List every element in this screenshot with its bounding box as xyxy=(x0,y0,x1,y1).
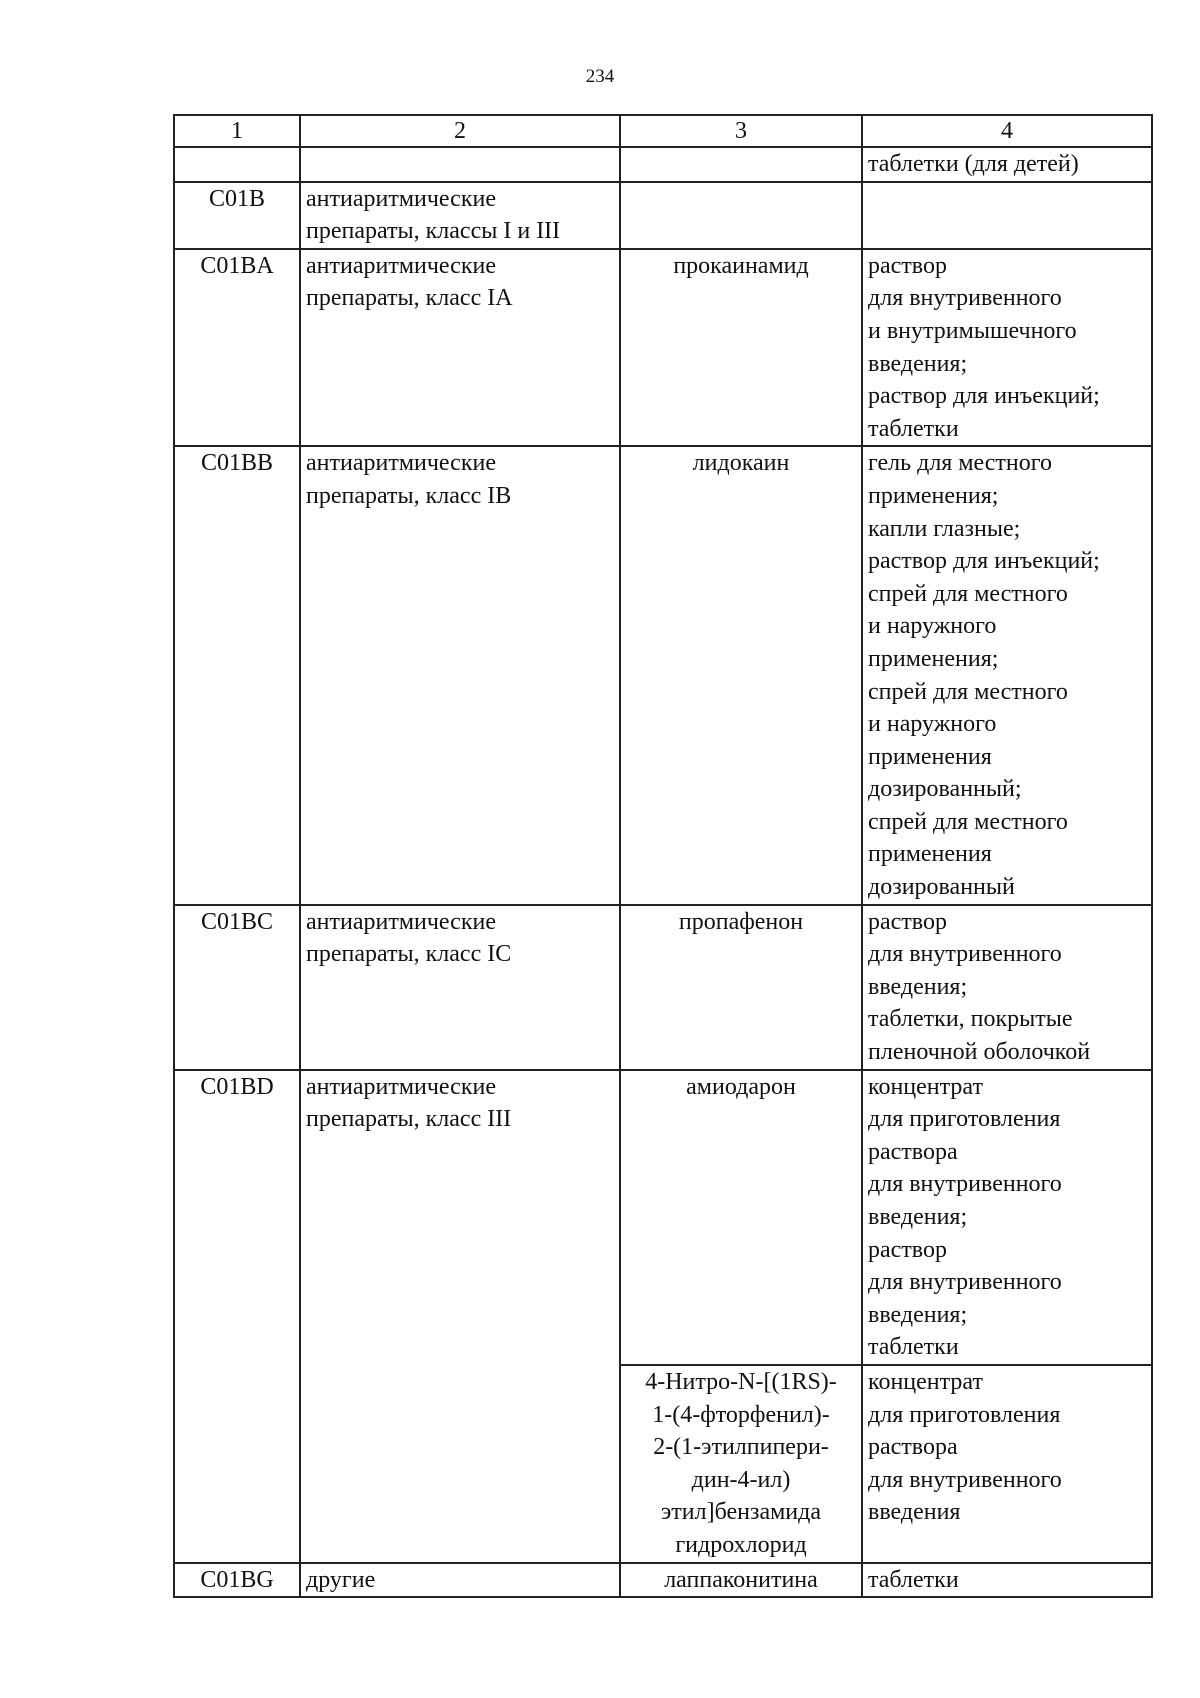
cell-line: антиаритмические xyxy=(306,1073,496,1100)
cell-line: введения; xyxy=(868,1204,968,1230)
anatomical-group-cell xyxy=(300,147,620,182)
cell-line: гель для местного xyxy=(868,450,1052,477)
cell-line: спрей для местного xyxy=(868,580,1068,607)
cell-line: раствор xyxy=(868,908,947,935)
cell-line: прокаинамид xyxy=(673,252,809,279)
cell-line: применения xyxy=(868,743,992,770)
cell-line: амиодарон xyxy=(686,1073,796,1100)
cell-line: лаппаконитина xyxy=(664,1566,818,1593)
column-header-3: 3 xyxy=(620,115,862,147)
cell-line: для внутривенного xyxy=(868,1466,1062,1493)
cell-line: раствора xyxy=(868,1434,958,1461)
atc-code-cell: C01BD xyxy=(174,1070,300,1563)
dosage-forms-cell xyxy=(862,182,1152,249)
dosage-forms-cell xyxy=(862,1365,1152,1563)
column-header-1: 1 xyxy=(174,115,300,147)
cell-line: таблетки xyxy=(868,415,959,442)
cell-line: для внутривенного xyxy=(868,1171,1062,1198)
cell-line: другие xyxy=(306,1566,376,1593)
cell-line: введения; xyxy=(868,973,968,1000)
table-header-row xyxy=(174,115,1152,147)
cell-line: препараты, класс IA xyxy=(306,285,513,312)
table-row xyxy=(174,446,1152,904)
atc-code-cell: C01B xyxy=(174,182,300,249)
cell-line: пропафенон xyxy=(678,908,804,935)
atc-code-cell xyxy=(174,147,300,182)
cell-line: для приготовления xyxy=(868,1106,1061,1133)
cell-line: препараты, классы I и III xyxy=(306,218,561,245)
cell-line: таблетки xyxy=(868,1566,959,1593)
medication-name-cell xyxy=(620,905,862,1070)
anatomical-group-cell xyxy=(300,905,620,1070)
cell-line: капли глазные; xyxy=(868,515,1021,542)
cell-line: 4-Нитро-N-[(1RS)- xyxy=(645,1368,837,1395)
cell-line: для внутривенного xyxy=(868,941,1062,968)
cell-line: препараты, класс IB xyxy=(306,482,512,509)
medication-name-cell xyxy=(620,1070,862,1365)
column-header-2: 2 xyxy=(300,115,620,147)
cell-line: лидокаин xyxy=(692,450,790,477)
anatomical-group-cell xyxy=(300,446,620,904)
atc-code-cell: C01BG xyxy=(174,1563,300,1598)
cell-line: таблетки xyxy=(868,1334,959,1361)
table-row xyxy=(174,1070,1152,1365)
cell-line: раствор xyxy=(868,1236,947,1263)
medication-name-cell xyxy=(620,147,862,182)
cell-line: введения; xyxy=(868,1301,968,1328)
cell-line: концентрат xyxy=(868,1073,983,1100)
cell-line: препараты, класс III xyxy=(306,1106,512,1133)
cell-line: концентрат xyxy=(868,1368,983,1395)
table-body xyxy=(174,147,1152,1597)
cell-line: и внутримышечного xyxy=(868,317,1077,344)
medication-name-cell xyxy=(620,446,862,904)
cell-line: 1-(4-фторфенил)- xyxy=(652,1401,830,1428)
atc-code-cell: C01BA xyxy=(174,249,300,447)
medication-name-cell xyxy=(620,182,862,249)
cell-line: спрей для местного xyxy=(868,808,1068,835)
dosage-forms-cell xyxy=(862,147,1152,182)
cell-line: раствора xyxy=(868,1138,958,1165)
anatomical-group-cell xyxy=(300,249,620,447)
dosage-forms-cell xyxy=(862,1070,1152,1365)
column-header-4: 4 xyxy=(862,115,1152,147)
cell-line: этил]бензамида xyxy=(660,1499,822,1526)
cell-line: для приготовления xyxy=(868,1401,1061,1428)
cell-line: спрей для местного xyxy=(868,678,1068,705)
medication-name-cell xyxy=(620,1365,862,1563)
cell-line: дозированный xyxy=(868,874,1015,901)
table-row xyxy=(174,249,1152,447)
cell-line: дин-4-ил) xyxy=(691,1466,791,1493)
table-row xyxy=(174,1563,1152,1598)
medication-name-cell xyxy=(620,1563,862,1598)
cell-line: таблетки, покрытые xyxy=(868,1006,1073,1033)
cell-line: применения; xyxy=(868,482,999,509)
dosage-forms-cell xyxy=(862,446,1152,904)
anatomical-group-cell xyxy=(300,182,620,249)
atc-code-cell: C01BB xyxy=(174,446,300,904)
cell-line: гидрохлорид xyxy=(675,1531,807,1558)
anatomical-group-cell xyxy=(300,1563,620,1598)
dosage-forms-cell xyxy=(862,249,1152,447)
anatomical-group-cell xyxy=(300,1070,620,1563)
atc-code-cell: C01BC xyxy=(174,905,300,1070)
cell-line: для внутривенного xyxy=(868,1269,1062,1296)
cell-line: антиаритмические xyxy=(306,908,496,935)
cell-line: антиаритмические xyxy=(306,185,496,212)
table-row xyxy=(174,147,1152,182)
cell-line: введения xyxy=(868,1499,961,1526)
cell-line: препараты, класс IC xyxy=(306,941,512,968)
cell-line: раствор для инъекций; xyxy=(868,383,1100,410)
cell-line: раствор для инъекций; xyxy=(868,548,1100,575)
table-row xyxy=(174,905,1152,1070)
drug-table xyxy=(173,114,1153,1598)
medication-name-cell xyxy=(620,249,862,447)
page-number: 234 xyxy=(585,66,615,87)
cell-line: таблетки (для детей) xyxy=(868,151,1079,177)
cell-line: раствор xyxy=(868,252,947,279)
cell-line: антиаритмические xyxy=(306,252,496,279)
dosage-forms-cell xyxy=(862,905,1152,1070)
cell-line: дозированный; xyxy=(868,776,1022,803)
cell-line: применения; xyxy=(868,645,999,672)
cell-line: введения; xyxy=(868,350,968,377)
cell-line: антиаритмические xyxy=(306,450,496,477)
cell-line: применения xyxy=(868,841,992,868)
cell-line: 2-(1-этилпипери- xyxy=(653,1434,829,1461)
dosage-forms-cell xyxy=(862,1563,1152,1598)
cell-line: пленочной оболочкой xyxy=(868,1039,1091,1066)
table-row xyxy=(174,182,1152,249)
cell-line: для внутривенного xyxy=(868,285,1062,312)
cell-line: и наружного xyxy=(868,613,997,640)
cell-line: и наружного xyxy=(868,711,997,738)
